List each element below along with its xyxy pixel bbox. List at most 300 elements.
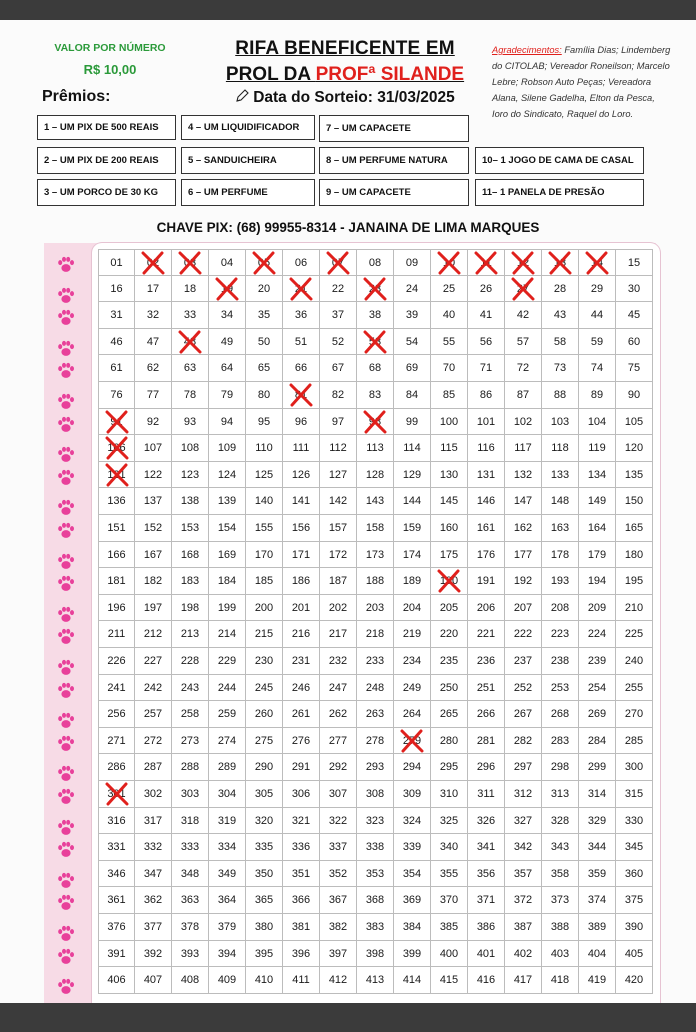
- raffle-number[interactable]: 342: [505, 834, 542, 861]
- raffle-number[interactable]: 413: [357, 967, 394, 994]
- raffle-number[interactable]: 73: [542, 355, 579, 382]
- raffle-number[interactable]: 273: [172, 728, 209, 755]
- raffle-number[interactable]: 333: [172, 834, 209, 861]
- raffle-number[interactable]: 229: [209, 648, 246, 675]
- raffle-number[interactable]: 336: [283, 834, 320, 861]
- raffle-number[interactable]: 165: [616, 515, 653, 542]
- raffle-number[interactable]: 40: [431, 302, 468, 329]
- raffle-number[interactable]: 276: [283, 728, 320, 755]
- raffle-number[interactable]: 353: [357, 861, 394, 888]
- raffle-number[interactable]: 160: [431, 515, 468, 542]
- raffle-number[interactable]: 355: [431, 861, 468, 888]
- raffle-number[interactable]: 197: [135, 595, 172, 622]
- raffle-number[interactable]: 24: [394, 276, 431, 303]
- raffle-number[interactable]: 15: [616, 249, 653, 276]
- raffle-number[interactable]: 79: [209, 382, 246, 409]
- raffle-number[interactable]: 133: [542, 462, 579, 489]
- raffle-number[interactable]: 100: [431, 409, 468, 436]
- raffle-number[interactable]: 192: [505, 568, 542, 595]
- raffle-number[interactable]: 09: [394, 249, 431, 276]
- raffle-number[interactable]: 261: [283, 701, 320, 728]
- raffle-number[interactable]: 376: [98, 914, 135, 941]
- raffle-number[interactable]: 71: [468, 355, 505, 382]
- raffle-number[interactable]: 311: [468, 781, 505, 808]
- raffle-number[interactable]: 390: [616, 914, 653, 941]
- raffle-number[interactable]: 131: [468, 462, 505, 489]
- raffle-number[interactable]: 317: [135, 808, 172, 835]
- raffle-number[interactable]: 103: [542, 409, 579, 436]
- raffle-number[interactable]: 226: [98, 648, 135, 675]
- raffle-number[interactable]: 102: [505, 409, 542, 436]
- raffle-number[interactable]: 48: [172, 329, 209, 356]
- raffle-number[interactable]: 304: [209, 781, 246, 808]
- raffle-number[interactable]: 323: [357, 808, 394, 835]
- raffle-number[interactable]: 82: [320, 382, 357, 409]
- raffle-number[interactable]: 111: [283, 435, 320, 462]
- raffle-number[interactable]: 151: [98, 515, 135, 542]
- raffle-number[interactable]: 330: [616, 808, 653, 835]
- raffle-number[interactable]: 54: [394, 329, 431, 356]
- raffle-number[interactable]: 07: [320, 249, 357, 276]
- raffle-number[interactable]: 39: [394, 302, 431, 329]
- raffle-number[interactable]: 285: [616, 728, 653, 755]
- raffle-number[interactable]: 128: [357, 462, 394, 489]
- raffle-number[interactable]: 17: [135, 276, 172, 303]
- raffle-number[interactable]: 01: [98, 249, 135, 276]
- raffle-number[interactable]: 84: [394, 382, 431, 409]
- raffle-number[interactable]: 268: [542, 701, 579, 728]
- raffle-number[interactable]: 194: [579, 568, 616, 595]
- raffle-number[interactable]: 222: [505, 621, 542, 648]
- raffle-number[interactable]: 288: [172, 754, 209, 781]
- raffle-number[interactable]: 338: [357, 834, 394, 861]
- raffle-number[interactable]: 266: [468, 701, 505, 728]
- raffle-number[interactable]: 412: [320, 967, 357, 994]
- raffle-number[interactable]: 85: [431, 382, 468, 409]
- raffle-number[interactable]: 391: [98, 941, 135, 968]
- raffle-number[interactable]: 220: [431, 621, 468, 648]
- raffle-number[interactable]: 347: [135, 861, 172, 888]
- raffle-number[interactable]: 138: [172, 488, 209, 515]
- raffle-number[interactable]: 90: [616, 382, 653, 409]
- raffle-number[interactable]: 96: [283, 409, 320, 436]
- raffle-number[interactable]: 310: [431, 781, 468, 808]
- raffle-number[interactable]: 372: [505, 887, 542, 914]
- raffle-number[interactable]: 318: [172, 808, 209, 835]
- raffle-number[interactable]: 02: [135, 249, 172, 276]
- raffle-number[interactable]: 232: [320, 648, 357, 675]
- raffle-number[interactable]: 361: [98, 887, 135, 914]
- raffle-number[interactable]: 329: [579, 808, 616, 835]
- raffle-number[interactable]: 309: [394, 781, 431, 808]
- raffle-number[interactable]: 315: [616, 781, 653, 808]
- raffle-number[interactable]: 205: [431, 595, 468, 622]
- raffle-number[interactable]: 25: [431, 276, 468, 303]
- raffle-number[interactable]: 67: [320, 355, 357, 382]
- raffle-number[interactable]: 108: [172, 435, 209, 462]
- raffle-number[interactable]: 161: [468, 515, 505, 542]
- raffle-number[interactable]: 137: [135, 488, 172, 515]
- raffle-number[interactable]: 275: [246, 728, 283, 755]
- raffle-number[interactable]: 75: [616, 355, 653, 382]
- raffle-number[interactable]: 240: [616, 648, 653, 675]
- raffle-number[interactable]: 297: [505, 754, 542, 781]
- raffle-number[interactable]: 303: [172, 781, 209, 808]
- raffle-number[interactable]: 299: [579, 754, 616, 781]
- raffle-number[interactable]: 411: [283, 967, 320, 994]
- raffle-number[interactable]: 316: [98, 808, 135, 835]
- raffle-number[interactable]: 291: [283, 754, 320, 781]
- raffle-number[interactable]: 58: [542, 329, 579, 356]
- raffle-number[interactable]: 219: [394, 621, 431, 648]
- raffle-number[interactable]: 284: [579, 728, 616, 755]
- raffle-number[interactable]: 404: [579, 941, 616, 968]
- raffle-number[interactable]: 241: [98, 675, 135, 702]
- raffle-number[interactable]: 384: [394, 914, 431, 941]
- raffle-number[interactable]: 246: [283, 675, 320, 702]
- raffle-number[interactable]: 38: [357, 302, 394, 329]
- raffle-number[interactable]: 283: [542, 728, 579, 755]
- raffle-number[interactable]: 189: [394, 568, 431, 595]
- raffle-number[interactable]: 326: [468, 808, 505, 835]
- raffle-number[interactable]: 166: [98, 542, 135, 569]
- raffle-number[interactable]: 83: [357, 382, 394, 409]
- raffle-number[interactable]: 172: [320, 542, 357, 569]
- raffle-number[interactable]: 307: [320, 781, 357, 808]
- raffle-number[interactable]: 146: [468, 488, 505, 515]
- raffle-number[interactable]: 383: [357, 914, 394, 941]
- raffle-number[interactable]: 33: [172, 302, 209, 329]
- raffle-number[interactable]: 196: [98, 595, 135, 622]
- raffle-number[interactable]: 344: [579, 834, 616, 861]
- raffle-number[interactable]: 170: [246, 542, 283, 569]
- raffle-number[interactable]: 43: [542, 302, 579, 329]
- raffle-number[interactable]: 337: [320, 834, 357, 861]
- raffle-number[interactable]: 174: [394, 542, 431, 569]
- raffle-number[interactable]: 188: [357, 568, 394, 595]
- raffle-number[interactable]: 370: [431, 887, 468, 914]
- raffle-number[interactable]: 191: [468, 568, 505, 595]
- raffle-number[interactable]: 119: [579, 435, 616, 462]
- raffle-number[interactable]: 380: [246, 914, 283, 941]
- raffle-number[interactable]: 10: [431, 249, 468, 276]
- raffle-number[interactable]: 354: [394, 861, 431, 888]
- raffle-number[interactable]: 417: [505, 967, 542, 994]
- raffle-number[interactable]: 88: [542, 382, 579, 409]
- raffle-number[interactable]: 149: [579, 488, 616, 515]
- raffle-number[interactable]: 270: [616, 701, 653, 728]
- raffle-number[interactable]: 03: [172, 249, 209, 276]
- raffle-number[interactable]: 314: [579, 781, 616, 808]
- raffle-number[interactable]: 346: [98, 861, 135, 888]
- raffle-number[interactable]: 204: [394, 595, 431, 622]
- raffle-number[interactable]: 352: [320, 861, 357, 888]
- raffle-number[interactable]: 60: [616, 329, 653, 356]
- raffle-number[interactable]: 118: [542, 435, 579, 462]
- raffle-number[interactable]: 335: [246, 834, 283, 861]
- raffle-number[interactable]: 117: [505, 435, 542, 462]
- raffle-number[interactable]: 04: [209, 249, 246, 276]
- raffle-number[interactable]: 147: [505, 488, 542, 515]
- raffle-number[interactable]: 378: [172, 914, 209, 941]
- raffle-number[interactable]: 251: [468, 675, 505, 702]
- raffle-number[interactable]: 223: [542, 621, 579, 648]
- raffle-number[interactable]: 207: [505, 595, 542, 622]
- raffle-number[interactable]: 29: [579, 276, 616, 303]
- raffle-number[interactable]: 359: [579, 861, 616, 888]
- raffle-number[interactable]: 259: [209, 701, 246, 728]
- raffle-number[interactable]: 139: [209, 488, 246, 515]
- raffle-number[interactable]: 32: [135, 302, 172, 329]
- raffle-number[interactable]: 66: [283, 355, 320, 382]
- raffle-number[interactable]: 45: [616, 302, 653, 329]
- raffle-number[interactable]: 171: [283, 542, 320, 569]
- raffle-number[interactable]: 70: [431, 355, 468, 382]
- raffle-number[interactable]: 91: [98, 409, 135, 436]
- raffle-number[interactable]: 05: [246, 249, 283, 276]
- raffle-number[interactable]: 274: [209, 728, 246, 755]
- raffle-number[interactable]: 236: [468, 648, 505, 675]
- raffle-number[interactable]: 218: [357, 621, 394, 648]
- raffle-number[interactable]: 300: [616, 754, 653, 781]
- raffle-number[interactable]: 104: [579, 409, 616, 436]
- raffle-number[interactable]: 416: [468, 967, 505, 994]
- raffle-number[interactable]: 410: [246, 967, 283, 994]
- raffle-number[interactable]: 280: [431, 728, 468, 755]
- raffle-number[interactable]: 414: [394, 967, 431, 994]
- raffle-number[interactable]: 121: [98, 462, 135, 489]
- raffle-number[interactable]: 265: [431, 701, 468, 728]
- raffle-number[interactable]: 420: [616, 967, 653, 994]
- raffle-number[interactable]: 200: [246, 595, 283, 622]
- raffle-number[interactable]: 97: [320, 409, 357, 436]
- raffle-number[interactable]: 279: [394, 728, 431, 755]
- raffle-number[interactable]: 212: [135, 621, 172, 648]
- raffle-number[interactable]: 388: [542, 914, 579, 941]
- raffle-number[interactable]: 27: [505, 276, 542, 303]
- raffle-number[interactable]: 393: [172, 941, 209, 968]
- raffle-number[interactable]: 180: [616, 542, 653, 569]
- raffle-number[interactable]: 72: [505, 355, 542, 382]
- raffle-number[interactable]: 252: [505, 675, 542, 702]
- raffle-number[interactable]: 148: [542, 488, 579, 515]
- raffle-number[interactable]: 385: [431, 914, 468, 941]
- raffle-number[interactable]: 186: [283, 568, 320, 595]
- raffle-number[interactable]: 327: [505, 808, 542, 835]
- raffle-number[interactable]: 302: [135, 781, 172, 808]
- raffle-number[interactable]: 93: [172, 409, 209, 436]
- raffle-number[interactable]: 185: [246, 568, 283, 595]
- raffle-number[interactable]: 248: [357, 675, 394, 702]
- raffle-number[interactable]: 152: [135, 515, 172, 542]
- raffle-number[interactable]: 402: [505, 941, 542, 968]
- raffle-number[interactable]: 115: [431, 435, 468, 462]
- raffle-number[interactable]: 234: [394, 648, 431, 675]
- raffle-number[interactable]: 395: [246, 941, 283, 968]
- raffle-number[interactable]: 141: [283, 488, 320, 515]
- raffle-number[interactable]: 122: [135, 462, 172, 489]
- raffle-number[interactable]: 264: [394, 701, 431, 728]
- raffle-number[interactable]: 135: [616, 462, 653, 489]
- raffle-number[interactable]: 295: [431, 754, 468, 781]
- raffle-number[interactable]: 272: [135, 728, 172, 755]
- raffle-number[interactable]: 209: [579, 595, 616, 622]
- raffle-number[interactable]: 101: [468, 409, 505, 436]
- raffle-number[interactable]: 37: [320, 302, 357, 329]
- raffle-number[interactable]: 92: [135, 409, 172, 436]
- raffle-number[interactable]: 55: [431, 329, 468, 356]
- raffle-number[interactable]: 63: [172, 355, 209, 382]
- raffle-number[interactable]: 287: [135, 754, 172, 781]
- raffle-number[interactable]: 124: [209, 462, 246, 489]
- raffle-number[interactable]: 130: [431, 462, 468, 489]
- raffle-number[interactable]: 46: [98, 329, 135, 356]
- raffle-number[interactable]: 132: [505, 462, 542, 489]
- raffle-number[interactable]: 292: [320, 754, 357, 781]
- raffle-number[interactable]: 256: [98, 701, 135, 728]
- raffle-number[interactable]: 325: [431, 808, 468, 835]
- raffle-number[interactable]: 233: [357, 648, 394, 675]
- raffle-number[interactable]: 195: [616, 568, 653, 595]
- raffle-number[interactable]: 301: [98, 781, 135, 808]
- raffle-number[interactable]: 349: [209, 861, 246, 888]
- raffle-number[interactable]: 262: [320, 701, 357, 728]
- raffle-number[interactable]: 155: [246, 515, 283, 542]
- raffle-number[interactable]: 44: [579, 302, 616, 329]
- raffle-number[interactable]: 371: [468, 887, 505, 914]
- raffle-number[interactable]: 114: [394, 435, 431, 462]
- raffle-number[interactable]: 227: [135, 648, 172, 675]
- raffle-number[interactable]: 356: [468, 861, 505, 888]
- raffle-number[interactable]: 271: [98, 728, 135, 755]
- raffle-number[interactable]: 215: [246, 621, 283, 648]
- raffle-number[interactable]: 345: [616, 834, 653, 861]
- raffle-number[interactable]: 06: [283, 249, 320, 276]
- raffle-number[interactable]: 56: [468, 329, 505, 356]
- raffle-number[interactable]: 20: [246, 276, 283, 303]
- raffle-number[interactable]: 211: [98, 621, 135, 648]
- raffle-number[interactable]: 258: [172, 701, 209, 728]
- raffle-number[interactable]: 398: [357, 941, 394, 968]
- raffle-number[interactable]: 313: [542, 781, 579, 808]
- raffle-number[interactable]: 179: [579, 542, 616, 569]
- raffle-number[interactable]: 87: [505, 382, 542, 409]
- raffle-number[interactable]: 324: [394, 808, 431, 835]
- raffle-number[interactable]: 176: [468, 542, 505, 569]
- raffle-number[interactable]: 181: [98, 568, 135, 595]
- raffle-number[interactable]: 373: [542, 887, 579, 914]
- raffle-number[interactable]: 386: [468, 914, 505, 941]
- raffle-number[interactable]: 340: [431, 834, 468, 861]
- raffle-number[interactable]: 145: [431, 488, 468, 515]
- raffle-number[interactable]: 156: [283, 515, 320, 542]
- raffle-number[interactable]: 77: [135, 382, 172, 409]
- raffle-number[interactable]: 224: [579, 621, 616, 648]
- raffle-number[interactable]: 206: [468, 595, 505, 622]
- raffle-number[interactable]: 116: [468, 435, 505, 462]
- raffle-number[interactable]: 418: [542, 967, 579, 994]
- raffle-number[interactable]: 57: [505, 329, 542, 356]
- raffle-number[interactable]: 281: [468, 728, 505, 755]
- raffle-number[interactable]: 403: [542, 941, 579, 968]
- raffle-number[interactable]: 80: [246, 382, 283, 409]
- raffle-number[interactable]: 305: [246, 781, 283, 808]
- raffle-number[interactable]: 16: [98, 276, 135, 303]
- raffle-number[interactable]: 08: [357, 249, 394, 276]
- raffle-number[interactable]: 350: [246, 861, 283, 888]
- raffle-number[interactable]: 294: [394, 754, 431, 781]
- raffle-number[interactable]: 59: [579, 329, 616, 356]
- raffle-number[interactable]: 362: [135, 887, 172, 914]
- raffle-number[interactable]: 365: [246, 887, 283, 914]
- raffle-number[interactable]: 154: [209, 515, 246, 542]
- raffle-number[interactable]: 21: [283, 276, 320, 303]
- raffle-number[interactable]: 243: [172, 675, 209, 702]
- raffle-number[interactable]: 397: [320, 941, 357, 968]
- raffle-number[interactable]: 98: [357, 409, 394, 436]
- raffle-number[interactable]: 277: [320, 728, 357, 755]
- raffle-number[interactable]: 14: [579, 249, 616, 276]
- raffle-number[interactable]: 331: [98, 834, 135, 861]
- raffle-number[interactable]: 134: [579, 462, 616, 489]
- raffle-number[interactable]: 159: [394, 515, 431, 542]
- raffle-number[interactable]: 144: [394, 488, 431, 515]
- raffle-number[interactable]: 81: [283, 382, 320, 409]
- raffle-number[interactable]: 112: [320, 435, 357, 462]
- raffle-number[interactable]: 34: [209, 302, 246, 329]
- raffle-number[interactable]: 255: [616, 675, 653, 702]
- raffle-number[interactable]: 69: [394, 355, 431, 382]
- raffle-number[interactable]: 62: [135, 355, 172, 382]
- raffle-number[interactable]: 334: [209, 834, 246, 861]
- raffle-number[interactable]: 36: [283, 302, 320, 329]
- raffle-number[interactable]: 126: [283, 462, 320, 489]
- raffle-number[interactable]: 177: [505, 542, 542, 569]
- raffle-number[interactable]: 113: [357, 435, 394, 462]
- raffle-number[interactable]: 242: [135, 675, 172, 702]
- raffle-number[interactable]: 110: [246, 435, 283, 462]
- raffle-number[interactable]: 74: [579, 355, 616, 382]
- raffle-number[interactable]: 228: [172, 648, 209, 675]
- raffle-number[interactable]: 298: [542, 754, 579, 781]
- raffle-number[interactable]: 168: [172, 542, 209, 569]
- raffle-number[interactable]: 31: [98, 302, 135, 329]
- raffle-number[interactable]: 332: [135, 834, 172, 861]
- raffle-number[interactable]: 41: [468, 302, 505, 329]
- raffle-number[interactable]: 374: [579, 887, 616, 914]
- raffle-number[interactable]: 217: [320, 621, 357, 648]
- raffle-number[interactable]: 143: [357, 488, 394, 515]
- raffle-number[interactable]: 109: [209, 435, 246, 462]
- raffle-number[interactable]: 400: [431, 941, 468, 968]
- raffle-number[interactable]: 182: [135, 568, 172, 595]
- raffle-number[interactable]: 68: [357, 355, 394, 382]
- raffle-number[interactable]: 405: [616, 941, 653, 968]
- raffle-number[interactable]: 221: [468, 621, 505, 648]
- raffle-number[interactable]: 184: [209, 568, 246, 595]
- raffle-number[interactable]: 105: [616, 409, 653, 436]
- raffle-number[interactable]: 175: [431, 542, 468, 569]
- raffle-number[interactable]: 216: [283, 621, 320, 648]
- raffle-number[interactable]: 322: [320, 808, 357, 835]
- raffle-number[interactable]: 357: [505, 861, 542, 888]
- raffle-number[interactable]: 379: [209, 914, 246, 941]
- raffle-number[interactable]: 364: [209, 887, 246, 914]
- raffle-number[interactable]: 76: [98, 382, 135, 409]
- raffle-number[interactable]: 321: [283, 808, 320, 835]
- raffle-number[interactable]: 50: [246, 329, 283, 356]
- raffle-number[interactable]: 169: [209, 542, 246, 569]
